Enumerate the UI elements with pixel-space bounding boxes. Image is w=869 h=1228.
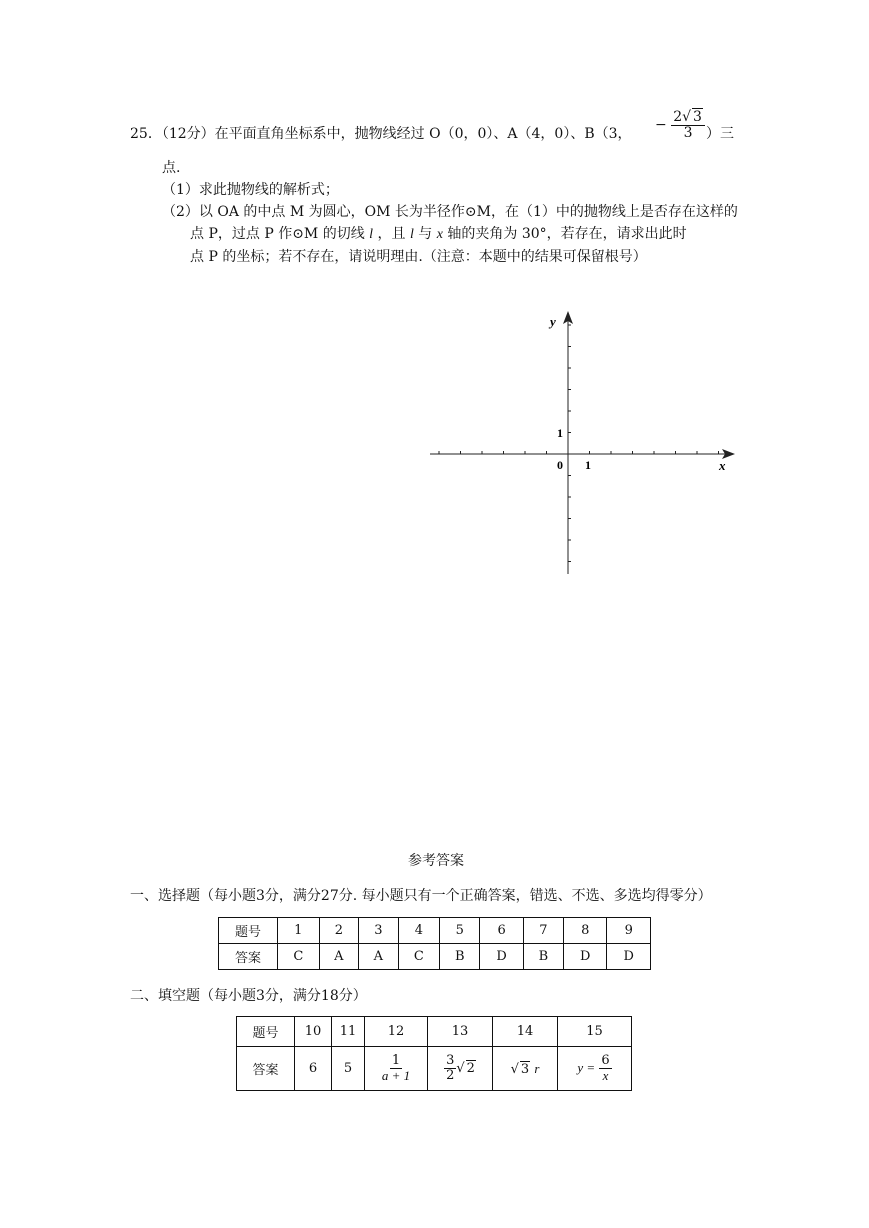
x-unit-label: 1 — [585, 458, 591, 472]
q-cell: 15 — [558, 1017, 632, 1047]
q-cell: 7 — [523, 918, 563, 944]
question-number: 25． — [130, 126, 162, 142]
part-1: （1）求此抛物线的解析式； — [162, 182, 339, 198]
a-cell: D — [480, 944, 523, 970]
q-cell: 12 — [365, 1017, 428, 1047]
a-cell: y = $\frac{6}{x}$ — [558, 1047, 632, 1091]
table-row — [219, 918, 651, 944]
section-2-heading: 二、填空题（每小题3分，满分18分） — [130, 988, 367, 1004]
q-cell: 11 — [332, 1017, 365, 1047]
q-cell: 5 — [440, 918, 480, 944]
fraction: $\frac{1}{a + 1}$ — [381, 1053, 411, 1083]
row-label: 题号 — [237, 1017, 295, 1047]
a-cell: C — [278, 944, 320, 970]
a-cell: 5 — [332, 1047, 365, 1091]
q-cell: 4 — [398, 918, 440, 944]
q-cell: 2 — [319, 918, 358, 944]
a-cell: D — [563, 944, 606, 970]
q-cell: 3 — [359, 918, 398, 944]
a-cell: D — [607, 944, 651, 970]
a-cell: 6 — [295, 1047, 332, 1091]
row-label: 答案 — [219, 944, 278, 970]
answers-title: 参考答案 — [408, 853, 464, 869]
a-cell: √ 3 r — [493, 1047, 558, 1091]
table-row — [237, 1017, 632, 1047]
part-2-line-1: （2）以 OA 的中点 M 为圆心，OM 长为半径作⊙M，在（1）中的抛物线上是否存在这样的 — [162, 204, 738, 220]
q-cell: 13 — [428, 1017, 493, 1047]
section-1-heading: 一、选择题（每小题3分，满分27分. 每小题只有一个正确答案，错选、不选、多选均得零分） — [130, 888, 712, 904]
fraction: $\frac{2√ 3}{3}$ — [671, 110, 705, 140]
x-axis-label: x — [719, 458, 726, 473]
fraction: $\frac{3}{2}$ — [446, 1053, 455, 1083]
a-cell — [365, 1047, 428, 1091]
stem-end: ）三 — [706, 126, 734, 142]
table-row — [219, 944, 651, 970]
origin-label: 0 — [557, 458, 563, 472]
q-cell: 8 — [563, 918, 606, 944]
y-unit-label: 1 — [557, 426, 563, 440]
a-cell: B — [440, 944, 480, 970]
q-cell: 1 — [278, 918, 320, 944]
minus-sign: − — [655, 117, 667, 134]
a-cell: $\frac{3}{2}$ √ 2 — [428, 1047, 493, 1091]
stem-tail: 点. — [162, 160, 181, 176]
coordinate-axes — [0, 0, 869, 600]
question-score: （12分） — [161, 126, 215, 142]
table-row — [237, 1047, 632, 1091]
a-cell: B — [523, 944, 563, 970]
q-cell: 14 — [493, 1017, 558, 1047]
y-axis-label: y — [550, 314, 556, 329]
fill-answer-table — [236, 1016, 632, 1091]
row-label: 答案 — [237, 1047, 295, 1091]
part-2-line-2: 点 P，过点 P 作⊙M 的切线 l ，且 l 与 x 轴的夹角为 30°，若存在，请求出此时 — [190, 226, 687, 242]
a-cell: C — [398, 944, 440, 970]
a-cell: A — [319, 944, 358, 970]
stem-text: 在平面直角坐标系中，抛物线经过 O（0，0）、A（4，0）、B（3， — [214, 126, 632, 142]
q-cell: 10 — [295, 1017, 332, 1047]
q-cell: 6 — [480, 918, 523, 944]
part-2-line-3: 点 P 的坐标；若不存在，请说明理由.（注意：本题中的结果可保留根号） — [190, 249, 647, 265]
a-cell: A — [359, 944, 398, 970]
row-label: 题号 — [219, 918, 278, 944]
q-cell: 9 — [607, 918, 651, 944]
choice-answer-table — [218, 917, 651, 970]
fraction: $\frac{6}{x}$ — [601, 1053, 610, 1083]
